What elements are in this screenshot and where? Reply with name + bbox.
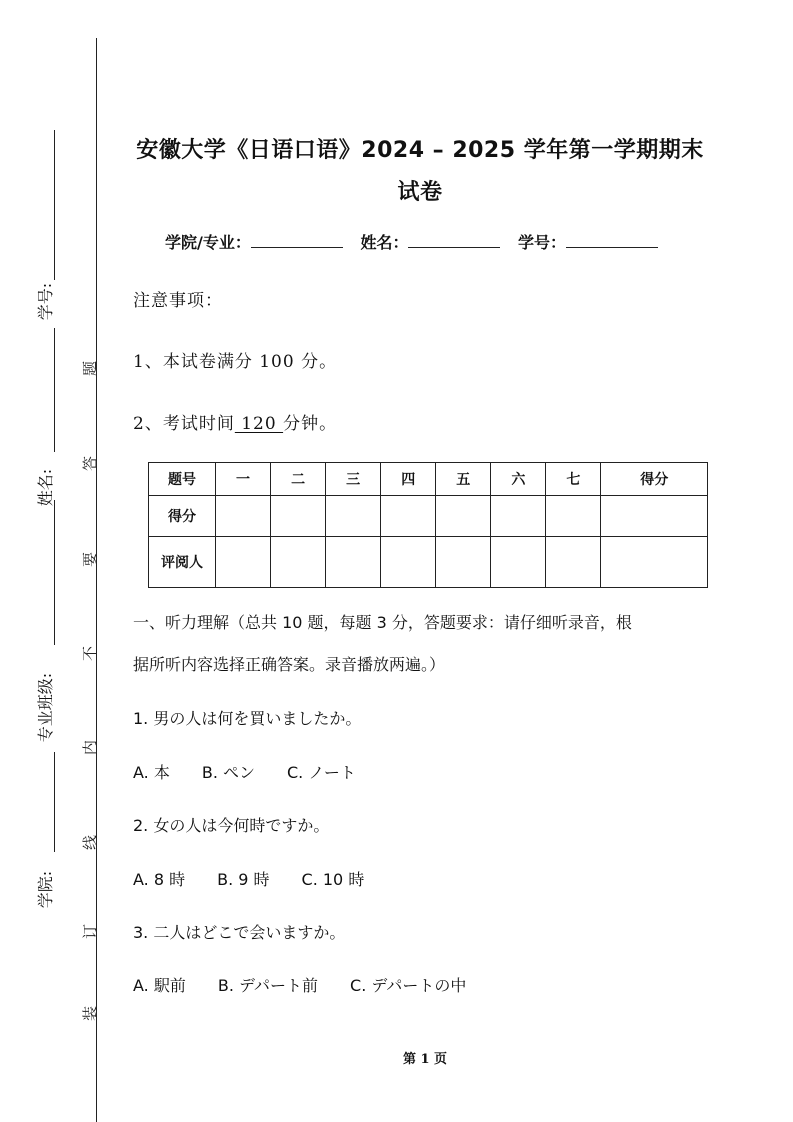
score-cell[interactable] — [436, 496, 491, 537]
table-header-cell: 七 — [546, 463, 601, 496]
exam-title-line1: 安徽大学《日语口语》2024 – 2025 学年第一学期期末 — [136, 138, 704, 163]
reviewer-cell[interactable] — [326, 537, 381, 588]
name-label: 姓名： — [360, 233, 409, 252]
seal-char: 不 — [81, 645, 100, 662]
notes-heading: 注意事项： — [133, 291, 223, 311]
reviewer-cell[interactable] — [381, 537, 436, 588]
question-1-options — [133, 760, 388, 783]
section1-title-line1: 一、听力理解（总共 10 题，每题 3 分，答题要求：请仔细听录音，根 — [133, 613, 632, 632]
binding-line — [96, 38, 97, 1122]
note-item-2-suffix: 分钟。 — [283, 414, 338, 434]
name-margin-label: 姓名: — [36, 468, 56, 507]
option-b[interactable]: B. ペン — [201, 763, 255, 782]
note-item-2 — [133, 409, 337, 434]
note-item-2-prefix: 2、考试时间 — [133, 414, 235, 434]
college-major-field[interactable] — [251, 233, 343, 248]
option-c[interactable]: C. デパートの中 — [350, 976, 467, 995]
reviewer-cell[interactable] — [271, 537, 326, 588]
table-header-cell: 一 — [216, 463, 271, 496]
name-field[interactable] — [408, 233, 500, 248]
option-c[interactable]: C. 10 時 — [301, 870, 365, 889]
college-major-label: 学院/专业： — [165, 233, 251, 252]
exam-title-line2: 试卷 — [397, 180, 443, 205]
college-margin-label: 学院: — [36, 870, 56, 909]
student-id-field[interactable] — [566, 233, 658, 248]
seal-char: 线 — [81, 834, 100, 851]
row-label: 评阅人 — [149, 537, 216, 588]
reviewer-cell[interactable] — [601, 537, 708, 588]
score-cell[interactable] — [601, 496, 708, 537]
note-item-1: 1、本试卷满分 100 分。 — [133, 352, 338, 372]
reviewer-cell[interactable] — [436, 537, 491, 588]
score-row — [149, 496, 708, 537]
name-line — [54, 328, 55, 452]
reviewer-cell[interactable] — [216, 537, 271, 588]
seal-char: 题 — [81, 360, 100, 377]
reviewer-cell[interactable] — [546, 537, 601, 588]
option-b[interactable]: B. デパート前 — [217, 976, 319, 995]
seal-char: 订 — [81, 923, 100, 940]
seal-char: 答 — [81, 455, 100, 472]
class-margin-label: 专业班级: — [36, 672, 56, 743]
question-3: 3. 二人はどこで会いますか。 — [133, 923, 346, 942]
question-2-options — [133, 867, 396, 890]
score-cell[interactable] — [546, 496, 601, 537]
exam-duration: 120 — [234, 414, 284, 434]
class-line — [54, 500, 55, 645]
student-id-label: 学号： — [518, 233, 567, 252]
option-a[interactable]: A. 8 時 — [133, 870, 186, 889]
page-number: 第 1 页 — [402, 1052, 448, 1067]
option-a[interactable]: A. 本 — [133, 763, 170, 782]
seal-char: 要 — [81, 551, 100, 568]
row-label: 得分 — [149, 496, 216, 537]
score-cell[interactable] — [326, 496, 381, 537]
student-info-row — [165, 230, 670, 253]
option-b[interactable]: B. 9 時 — [217, 870, 270, 889]
table-header-cell: 得分 — [601, 463, 708, 496]
question-1: 1. 男の人は何を買いましたか。 — [133, 709, 362, 728]
reviewer-row — [149, 537, 708, 588]
question-2: 2. 女の人は今何時ですか。 — [133, 816, 330, 835]
score-table — [148, 462, 708, 588]
table-header-cell: 三 — [326, 463, 381, 496]
option-c[interactable]: C. ノート — [287, 763, 356, 782]
option-a[interactable]: A. 駅前 — [133, 976, 186, 995]
score-table-header-row — [149, 463, 708, 496]
table-header-cell: 四 — [381, 463, 436, 496]
student-id-margin-label: 学号: — [36, 282, 56, 321]
score-cell[interactable] — [381, 496, 436, 537]
table-header-cell: 二 — [271, 463, 326, 496]
seal-char: 内 — [81, 739, 100, 756]
score-cell[interactable] — [271, 496, 326, 537]
section1-title-line2: 据所听内容选择正确答案。录音播放两遍。） — [133, 655, 446, 674]
score-cell[interactable] — [491, 496, 546, 537]
seal-char: 装 — [81, 1005, 100, 1022]
reviewer-cell[interactable] — [491, 537, 546, 588]
table-header-cell: 六 — [491, 463, 546, 496]
table-header-cell: 五 — [436, 463, 491, 496]
student-id-line — [54, 130, 55, 280]
score-cell[interactable] — [216, 496, 271, 537]
question-3-options — [133, 973, 498, 996]
college-line — [54, 752, 55, 852]
table-header-cell: 题号 — [149, 463, 216, 496]
